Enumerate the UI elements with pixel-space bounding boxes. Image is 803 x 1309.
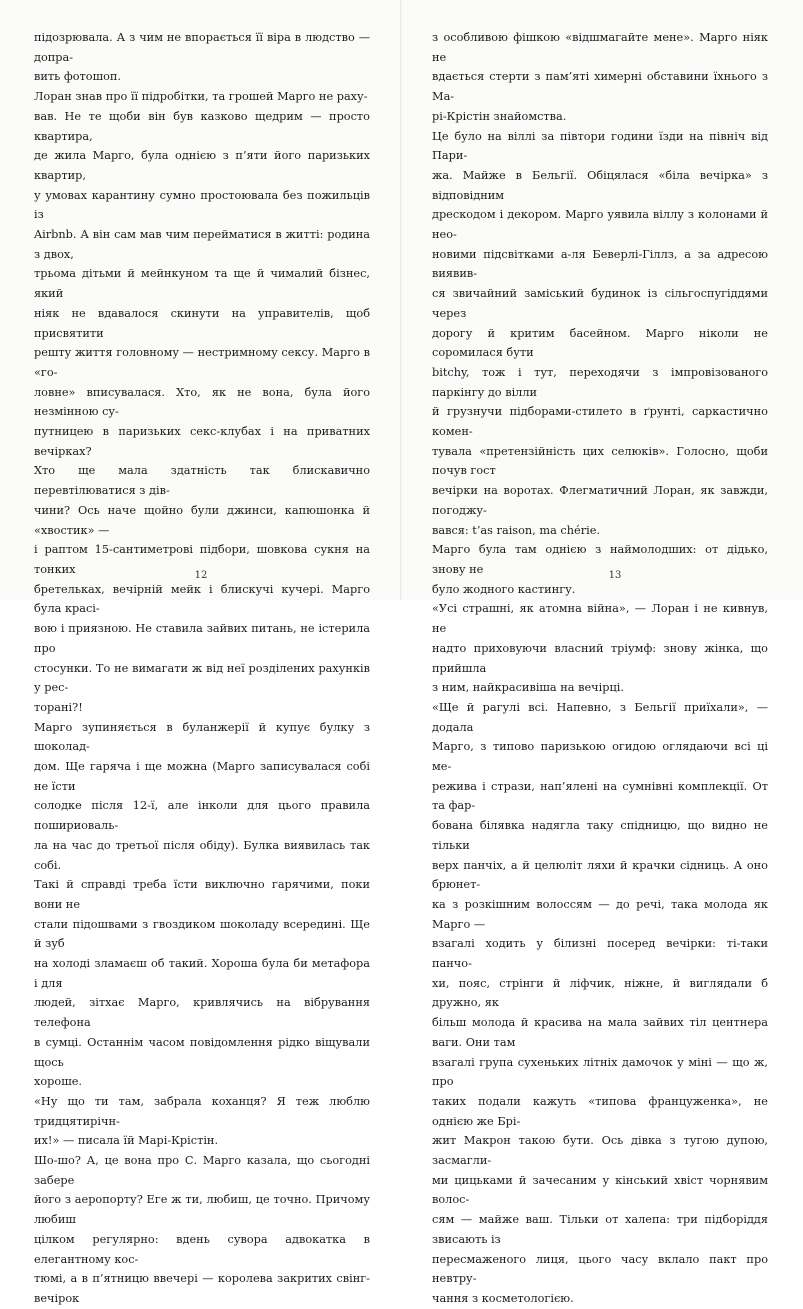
right-page bbox=[432, 28, 768, 1309]
page-number-right: 13 bbox=[608, 570, 622, 581]
paragraph: з особливою фішкою «відшмагайте мене». Марго ніяк не вдається стерти з пам’яті химерні обставини їхнього з Ма- рі-Крістін знайомства. bbox=[432, 31, 768, 123]
paragraph: «Ну що ти там, забрала коханця? Я теж люблю тридцятирічн- их!» — писала їй Марі-Крістін. bbox=[34, 1094, 370, 1148]
book-gutter bbox=[400, 0, 402, 600]
paragraph: «Усі страшні, як атомна війна», — Лоран і не кивнув, не надто приховуючи власний тріумф: знову жінка, що прийшла з ним, найкрасивіша на вечірці. bbox=[432, 602, 768, 695]
paragraph: Це було на віллі за півтори години їзди на північ від Пари- жа. Майже в Бельгії. Обіцялася «біла вечірка» з відповідним дрескодом і декором. Марго уявила віллу з колонами й нео- новими підсвітками а-ля Беверлі-Гіллз, а за адресою виявив- ся звичайний заміський будинок із сільгоспугіддями через дорогу й критим басейном. Марго ніколи не соромилася бути bitchy, тож і тут, переходячи з імпровізованого паркінгу до вілли й грузнучи підборами-стилето в ґрунті, саркастично комен- тувала «претензійність цих селюків». Голосно, щоби почув гост вечірки на воротах. Флегматичний Лоран, як завжди, погоджу- вався: t’as raison, ma chérie. bbox=[432, 129, 768, 537]
paragraph: підозрювала. А з чим не впорається її віра в людство — допра- вить фотошоп. bbox=[34, 31, 370, 84]
paragraph: Лоран знав про її підробітки, та грошей Марго не раху- вав. Не те щоби він був казково щедрим — просто квартира, де жила Марго, була однією з п’яти його паризьких квартир, у умовах карантину сумно простоювала без пожильців із Airbnb. А він сам мав чим перейматися в житті: родина з двох, трьома дітьми й мейнкуном та ще й чималий бізнес, який ніяк не вдавалося скинути на управителів, щоб присвятити решту життя головному — нестримному сексу. Марго в «го- ловне» вписувалася. Хто, як не вона, була його незмінною су- путницею в паризьких секс-клубах і на приватних вечірках? Хто ще мала здатність так блискавично перевтілюватися з дів- чини? Ось наче щойно були джинси, капюшонка й «хвостик» — і раптом 15-сантиметрові підбори, шовкова сукня на тонких бретельках, вечірній мейк і блискучі кучері. Марго була красі- вою і приязною. Не ставила зайвих питань, не істерила про стосунки. То не вимагати ж від неї розділених рахунків у рес- торані?! bbox=[34, 90, 370, 714]
left-page bbox=[34, 28, 370, 1309]
paragraph: «Ще й рагулі всі. Напевно, з Бельгії приїхали», — додала Марго, з типово паризькою огидою оглядаючи всі ці ме- реживa і стрази, нап’ялені на сумнівні комплекції. От та фар- бована білявка надягла таку спідницю, що видно не тільки верх панчіх, а й целюліт ляхи й крачки сідниць. А оно брюнет- ка з розкішним волоссям — до речі, така молода як Марго — взагалі ходить у білизні посеред вечірки: ті-таки панчо- хи, пояс, стрінги й ліфчик, ніжне, й виглядали б дружно, як більш молода й красива на мала зайвих тіл центнера ваги. Они там взагалі група сухеньких літніх дамочок у міні — що ж, про таких подали кажуть «типова француженка», не однією же Брі- жит Макрон такою бути. Ось дівка з тугою дупою, засмагли- ми цицьками й зачесаним у кінський хвіст чорнявим волос- сям — майже ваш. Тільки от халепа: три підборіддя звисають із пересмаженого лиця, цього часу вклало пакт про невтру- чання з косметологією. bbox=[432, 700, 768, 1305]
paragraph: Марго була там однією з наймолодших: от дідько, знову не було жодного кастингу. bbox=[432, 543, 768, 596]
paragraph: Шо-шо? А, це вона про С. Марго казала, що сьогодні забере його з аеропорту? Еге ж ти, любиш, це точно. Причому любиш цілком регулярно: вдень сувора адвокатка в елегантному кос- тюмі, а в п’ятницю ввечері — королева закритих свінг-вечірок bbox=[34, 1154, 370, 1305]
page-number-left: 12 bbox=[194, 570, 208, 581]
paragraph: Марго зупиняється в буланжерії й купує булку з шоколад- дом. Ще гаряча і ще можна (Марго записувалася собі не їсти солодке після 12-ї, але інколи для цього правила пошириоваль- ла на час до третьої після обіду). Булка виявилась так собі. Такі й справді треба їсти виключно гарячими, поки вони не стали підошвами з гвоздиком шоколаду всередині. Ще й зуб на холоді зламаєш об такий. Хороша була би метафора і для людей, зітхає Марго, кривлячись на вібрування телефона в сумці. Останнім часом повідомлення рідко віщували щось хороше. bbox=[34, 720, 370, 1089]
